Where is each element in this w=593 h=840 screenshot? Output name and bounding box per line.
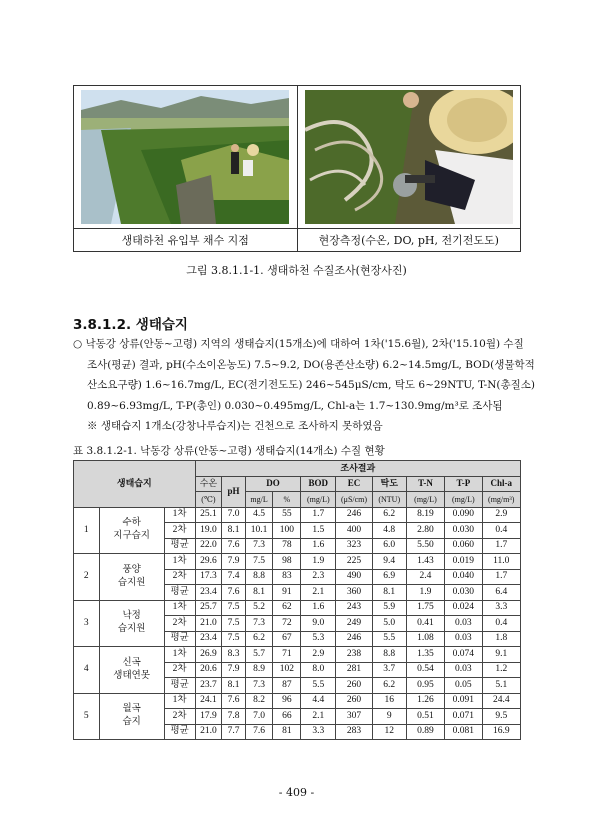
paragraph-line: 산소요구량) 1.6~16.7mg/L, EC(전기전도도) 246~545μS/cm, 탁도 6~29NTU, T-N(총질소) [87,379,536,391]
table-cell: 8.1 [222,523,245,539]
header-chla: Chl-a [482,476,520,492]
table-cell: 1.26 [406,693,444,709]
table-cell: 7.9 [222,662,245,678]
unit-temp: (℃) [195,492,222,508]
header-tp: T-P [445,476,482,492]
table-cell: 238 [336,647,372,663]
unit-tp: (mg/L) [445,492,482,508]
table-cell: 55 [273,507,301,523]
table-cell: 9.4 [372,554,406,570]
survey-round: 평균 [164,724,195,740]
table-cell: 8.2 [245,693,273,709]
photo-cell-right [297,86,521,229]
table-cell: 0.071 [445,709,482,725]
table-cell: 8.19 [406,507,444,523]
table-cell: 10.1 [245,523,273,539]
table-cell: 2.4 [406,569,444,585]
header-bod: BOD [301,476,336,492]
table-cell: 0.03 [445,662,482,678]
table-row [74,507,521,523]
table-row [74,647,521,663]
table-cell: 1.5 [301,523,336,539]
table-cell: 9.0 [301,616,336,632]
table-cell: 6.9 [372,569,406,585]
table-cell: 5.1 [482,678,520,694]
paragraph-line: 조사(평균) 결과, pH(수소이온농도) 7.5~9.2, DO(용존산소량) 6.2~14.5mg/L, BOD(생물학적 [87,358,535,371]
table-cell: 6.2 [245,631,273,647]
table-cell: 7.5 [222,600,245,616]
table-cell: 5.5 [372,631,406,647]
table-cell: 0.024 [445,600,482,616]
table-cell: 0.03 [445,616,482,632]
table-cell: 98 [273,554,301,570]
table-cell: 1.7 [301,507,336,523]
table-cell: 7.6 [222,538,245,554]
table-cell: 7.6 [222,693,245,709]
survey-round: 1차 [164,693,195,709]
summary-paragraph [73,334,536,437]
table-cell: 7.3 [245,616,273,632]
paragraph-line: ○ 낙동강 상류(안동~고령) 지역의 생태습지(15개소)에 대하여 1차('15.6월), 2차('15.10월) 수질 [73,338,524,350]
table-cell: 22.0 [195,538,222,554]
photo-cell-left [74,86,298,229]
header-temp: 수온 [195,476,222,492]
table-cell: 81 [273,724,301,740]
table-cell: 1.8 [482,631,520,647]
table-cell: 490 [336,569,372,585]
table-cell: 243 [336,600,372,616]
table-cell: 91 [273,585,301,601]
table-cell: 8.1 [222,678,245,694]
table-cell: 7.7 [222,724,245,740]
table-cell: 0.060 [445,538,482,554]
table-cell: 6.2 [372,678,406,694]
table-row [74,600,521,616]
wetland-number: 4 [74,647,100,694]
table-cell: 7.8 [222,709,245,725]
table-cell: 2.9 [301,647,336,663]
table-cell: 6.2 [372,507,406,523]
unit-do-pct: % [273,492,301,508]
unit-bod: (mg/L) [301,492,336,508]
table-cell: 7.3 [245,678,273,694]
wetland-number: 2 [74,554,100,601]
survey-round: 1차 [164,600,195,616]
table-cell: 8.0 [301,662,336,678]
table-cell: 9.1 [482,647,520,663]
table-cell: 8.9 [245,662,273,678]
table-cell: 5.50 [406,538,444,554]
unit-ec: (μS/cm) [336,492,372,508]
wetland-name: 월곡 습지 [99,693,164,740]
wetland-name: 낙정 습지원 [99,600,164,647]
wetland-name: 수하 지구습지 [99,507,164,554]
table-cell: 87 [273,678,301,694]
table-cell: 67 [273,631,301,647]
table-cell: 307 [336,709,372,725]
table-cell: 1.75 [406,600,444,616]
table-cell: 100 [273,523,301,539]
table-cell: 2.9 [482,507,520,523]
table-cell: 3.3 [301,724,336,740]
wetland-number: 3 [74,600,100,647]
table-cell: 5.9 [372,600,406,616]
table-cell: 7.5 [222,616,245,632]
table-cell: 9 [372,709,406,725]
table-cell: 96 [273,693,301,709]
unit-chla: (mg/m³) [482,492,520,508]
table-cell: 66 [273,709,301,725]
unit-turbidity: (NTU) [372,492,406,508]
survey-round: 1차 [164,554,195,570]
wetland-name: 신곡 생태연못 [99,647,164,694]
table-cell: 24.1 [195,693,222,709]
wetland-name: 풍양 습지원 [99,554,164,601]
table-cell: 102 [273,662,301,678]
table-cell: 0.03 [445,631,482,647]
table-cell: 0.89 [406,724,444,740]
table-cell: 1.43 [406,554,444,570]
survey-round: 평균 [164,631,195,647]
note-line: ※ 생태습지 1개소(강창나루습지)는 건천으로 조사하지 못하였음 [87,420,383,432]
table-cell: 7.3 [245,538,273,554]
table-cell: 6.4 [482,585,520,601]
table-cell: 1.7 [482,538,520,554]
table-cell: 0.4 [482,616,520,632]
table-cell: 26.9 [195,647,222,663]
table-cell: 21.0 [195,724,222,740]
table-cell: 7.0 [245,709,273,725]
header-results: 조사결과 [195,461,520,477]
table-cell: 23.4 [195,585,222,601]
table-cell: 246 [336,507,372,523]
table-cell: 0.05 [445,678,482,694]
table-cell: 0.081 [445,724,482,740]
table-cell: 20.6 [195,662,222,678]
table-cell: 0.030 [445,585,482,601]
table-cell: 260 [336,693,372,709]
table-cell: 8.8 [245,569,273,585]
survey-round: 2차 [164,523,195,539]
table-cell: 225 [336,554,372,570]
page-number: - 409 - [278,786,315,799]
table-cell: 5.2 [245,600,273,616]
wetland-number: 1 [74,507,100,554]
photo-caption-right: 현장측정(수온, DO, pH, 전기전도도) [297,229,521,252]
table-cell: 3.3 [482,600,520,616]
river-inlet-photo [81,90,289,224]
paragraph-line: 0.89~6.93mg/L, T-P(총인) 0.030~0.495mg/L, Chl-a는 1.7~130.9mg/m³로 조사됨 [87,399,503,412]
header-turbidity: 탁도 [372,476,406,492]
table-cell: 4.8 [372,523,406,539]
survey-round: 1차 [164,507,195,523]
table-cell: 2.80 [406,523,444,539]
table-cell: 62 [273,600,301,616]
unit-do-mgl: mg/L [245,492,273,508]
table-cell: 8.1 [372,585,406,601]
table-cell: 8.3 [222,647,245,663]
table-cell: 5.7 [245,647,273,663]
table-cell: 4.5 [245,507,273,523]
table-cell: 5.5 [301,678,336,694]
table-cell: 7.5 [245,554,273,570]
table-cell: 0.51 [406,709,444,725]
table-cell: 23.7 [195,678,222,694]
table-cell: 0.030 [445,523,482,539]
table-cell: 2.1 [301,709,336,725]
table-cell: 7.4 [222,569,245,585]
table-cell: 1.9 [301,554,336,570]
header-ph: pH [222,476,245,507]
table-cell: 7.6 [245,724,273,740]
header-wetland: 생태습지 [74,461,196,508]
table-cell: 78 [273,538,301,554]
table-cell: 5.3 [301,631,336,647]
table-cell: 2.3 [301,569,336,585]
table-cell: 83 [273,569,301,585]
table-body [74,507,521,740]
table-cell: 0.41 [406,616,444,632]
table-cell: 0.040 [445,569,482,585]
table-cell: 11.0 [482,554,520,570]
photo-table [73,85,521,252]
table-cell: 0.019 [445,554,482,570]
table-cell: 0.95 [406,678,444,694]
table-cell: 5.0 [372,616,406,632]
table-cell: 21.0 [195,616,222,632]
table-cell: 24.4 [482,693,520,709]
table-caption: 표 3.8.1.2-1. 낙동강 상류(안동~고령) 생태습지(14개소) 수질 현황 [73,445,385,457]
table-cell: 19.0 [195,523,222,539]
table-cell: 0.090 [445,507,482,523]
table-cell: 360 [336,585,372,601]
table-cell: 25.1 [195,507,222,523]
table-cell: 72 [273,616,301,632]
survey-round: 평균 [164,585,195,601]
survey-round: 평균 [164,678,195,694]
header-tn: T-N [406,476,444,492]
table-cell: 16 [372,693,406,709]
table-cell: 249 [336,616,372,632]
wetland-number: 5 [74,693,100,740]
survey-round: 2차 [164,662,195,678]
table-cell: 323 [336,538,372,554]
table-cell: 281 [336,662,372,678]
table-cell: 1.08 [406,631,444,647]
field-measurement-photo [305,90,513,224]
header-do: DO [245,476,300,492]
water-quality-table [73,460,521,740]
table-cell: 1.9 [406,585,444,601]
table-cell: 16.9 [482,724,520,740]
table-cell: 12 [372,724,406,740]
survey-round: 평균 [164,538,195,554]
table-cell: 8.8 [372,647,406,663]
table-cell: 1.2 [482,662,520,678]
table-cell: 17.9 [195,709,222,725]
table-cell: 29.6 [195,554,222,570]
table-cell: 400 [336,523,372,539]
table-cell: 3.7 [372,662,406,678]
table-cell: 1.6 [301,538,336,554]
table-cell: 23.4 [195,631,222,647]
table-cell: 7.6 [222,585,245,601]
table-cell: 283 [336,724,372,740]
table-cell: 4.4 [301,693,336,709]
table-row [74,554,521,570]
unit-tn: (mg/L) [406,492,444,508]
table-cell: 7.9 [222,554,245,570]
survey-round: 2차 [164,569,195,585]
section-title: 3.8.1.2. 생태습지 [73,317,188,333]
table-cell: 1.7 [482,569,520,585]
table-cell: 0.54 [406,662,444,678]
table-cell: 0.4 [482,523,520,539]
table-cell: 0.074 [445,647,482,663]
survey-round: 2차 [164,709,195,725]
table-cell: 7.0 [222,507,245,523]
table-cell: 25.7 [195,600,222,616]
table-cell: 8.1 [245,585,273,601]
table-cell: 9.5 [482,709,520,725]
table-cell: 1.6 [301,600,336,616]
figure-caption: 그림 3.8.1.1-1. 생태하천 수질조사(현장사진) [186,264,407,277]
table-cell: 260 [336,678,372,694]
table-cell: 71 [273,647,301,663]
table-cell: 7.5 [222,631,245,647]
survey-round: 1차 [164,647,195,663]
table-row [74,693,521,709]
table-cell: 17.3 [195,569,222,585]
table-cell: 1.35 [406,647,444,663]
table-cell: 0.091 [445,693,482,709]
table-cell: 246 [336,631,372,647]
table-cell: 2.1 [301,585,336,601]
table-cell: 6.0 [372,538,406,554]
survey-round: 2차 [164,616,195,632]
header-ec: EC [336,476,372,492]
photo-caption-left: 생태하천 유입부 채수 지점 [74,229,298,252]
